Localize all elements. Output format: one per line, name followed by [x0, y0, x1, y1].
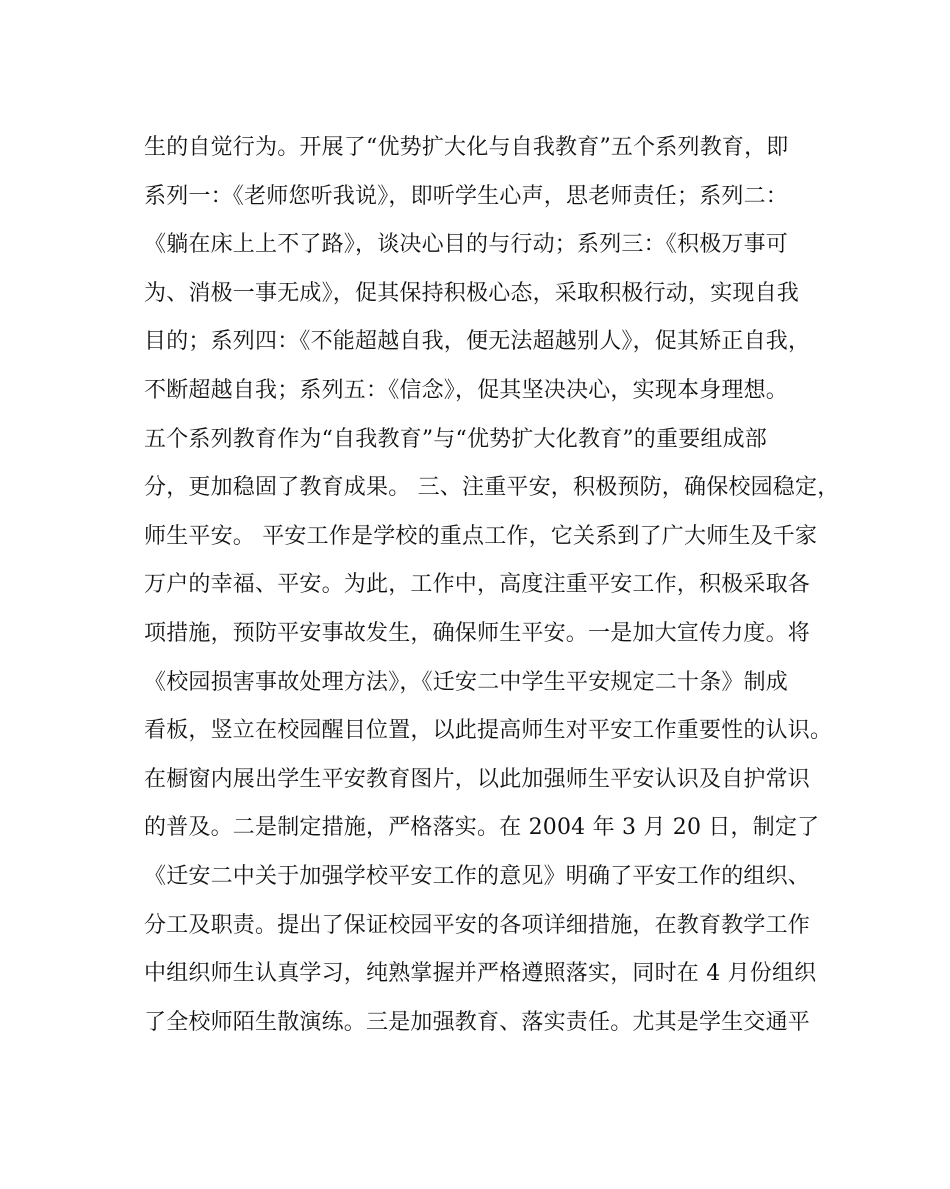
text-line: 目的；系列四：《不能超越自我，便无法超越别人》，促其矫正自我， [144, 329, 811, 355]
text-line: 不断超越自我；系列五：《信念》，促其坚决决心，实现本身理想。 [144, 377, 789, 403]
text-line: 项措施，预防平安事故发生，确保师生平安。一是加大宣传力度。将 [144, 620, 811, 646]
text-line: 看板，竖立在校园醒目位置，以此提高师生对平安工作重要性的认识。 [144, 718, 833, 744]
text-line: 《躺在床上上不了路》，谈决心目的与行动；系列三：《积极万事可 [144, 232, 789, 258]
text-line: 为、消极一事无成》，促其保持积极心态，采取积极行动，实现自我 [144, 280, 800, 306]
text-line: 师生平安。 平安工作是学校的重点工作，它关系到了广大师生及千家 [144, 523, 818, 549]
text-line: 了全校师陌生散演练。三是加强教育、落实责任。尤其是学生交通平 [144, 1009, 811, 1035]
text-line: 系列一：《老师您听我说》，即听学生心声，思老师责任；系列二： [144, 183, 789, 209]
text-line: 在橱窗内展出学生平安教育图片，以此加强师生平安认识及自护常识 [144, 766, 811, 792]
text-line: 五个系列教育作为“自我教育”与“优势扩大化教育”的重要组成部 [144, 426, 767, 452]
body-text [144, 124, 844, 1047]
text-line: 的普及。二是制定措施，严格落实。在 2004 年 3 月 20 日，制定了 [144, 815, 820, 841]
text-line: 生的自觉行为。开展了“优势扩大化与自我教育”五个系列教育，即 [144, 135, 789, 160]
text-line: 《迁安二中关于加强学校平安工作的意见》明确了平安工作的组织、 [144, 863, 811, 889]
text-line: 万户的幸福、平安。为此，工作中，高度注重平安工作，积极采取各 [144, 572, 811, 598]
text-line: 分，更加稳固了教育成果。 三、注重平安，积极预防，确保校园稳定， [144, 475, 840, 501]
text-line: 分工及职责。提出了保证校园平安的各项详细措施，在教育教学工作 [144, 912, 811, 938]
text-line: 中组织师生认真学习，纯熟掌握并严格遵照落实，同时在 4 月份组织 [144, 961, 817, 987]
text-line: 《校园损害事故处理方法》，《迁安二中学生平安规定二十条》制成 [144, 669, 789, 695]
